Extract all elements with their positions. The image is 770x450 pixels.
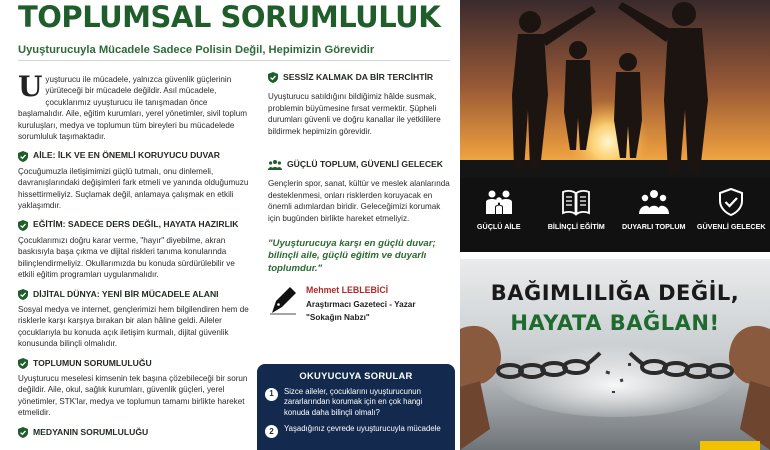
section-heading-guclu-toplum: GÜÇLÜ TOPLUM, GÜVENLİ GELECEK (268, 159, 453, 170)
poster-title-line2: HAYATA BAĞLAN! (510, 311, 720, 335)
value-label: BİLİNÇLİ EĞİTİM (547, 222, 605, 231)
author-block (268, 285, 453, 323)
value-item (619, 188, 689, 231)
community-icon (639, 188, 669, 216)
value-item (541, 188, 611, 231)
section-text-dijital: Sosyal medya ve internet, gençlerimizi hem bilgilendiren hem de risklerle karşı karşıya bırakan bir alan hâline geldi. Aileler çocuklarıyla bu konuda açık iletişim kurmalı, dijital güvenlik konusunda bilinçli olmalıdır. (18, 304, 249, 349)
section-heading-toplum: TOPLUMUN SORUMLULUĞU (18, 358, 250, 369)
intro-paragraph (18, 70, 250, 142)
section-text-sessiz: Uyuşturucu satıldığını bildiğimiz hâlde susmak, problemin büyümesine fırsat vermektir. Şüpheli durumları güvenli ve doğru kanallar ile yetkililere bildirmek hepimizin görevidir. (268, 92, 441, 136)
shield-check-icon (18, 220, 28, 231)
header-divider (18, 60, 450, 61)
section-text-aile: Çocuğumuzla iletişimimizi güçlü tutmalı, onu dinlemeli, davranışlarındaki değişimleri fark etmeli ve yanında olduğumuzu hissettirmeliyiz. Suçlamak değil, anlamaya çalışmak en etkili yaklaşımdır. (18, 166, 249, 211)
page-title: TOPLUMSAL SORUMLULUK (18, 0, 441, 34)
shield-check-icon (268, 72, 278, 83)
question-text: Sizce aileler, çocuklarını uyuşturucunun zararlarından korumak için en çok hangi konuda daha bilinçli olmalı? (284, 387, 423, 417)
breaking-chains-poster (460, 259, 770, 450)
shield-check-icon (18, 427, 28, 438)
question-number: 1 (265, 388, 278, 401)
drop-cap: U (18, 70, 43, 103)
section-heading-medya: MEDYANIN SORUMLULUĞU (18, 427, 250, 438)
question-item (265, 387, 447, 418)
pull-quote: "Uyuşturucuya karşı en güçlü duvar; bilinçli aile, güçlü eğitim ve duyarlı toplumdur." (268, 238, 436, 274)
author-role: Araştırmacı Gazeteci - Yazar (306, 299, 416, 309)
shield-check-icon (18, 151, 28, 162)
section-text-toplum: Uyuşturucu meselesi kimsenin tek başına çözebileceği bir sorun değildir. Aile, okul, sağlık kurumları, güvenlik güçleri, yerel yönetimler, STK'lar, medya ve toplumun tamamı birlikte hareket etmelidir. (18, 373, 248, 418)
author-name: Mehmet LEBLEBİCİ (306, 285, 389, 296)
section-text-guclu-toplum: Gençlerin spor, sanat, kültür ve meslek alanlarında desteklenmesi, onları risklerden koruyacak en önemli adımlardan biridir. Geleceğimizi korumak için bugünden birlikte hareket etmeliyiz. (268, 179, 450, 223)
value-label: GÜÇLÜ AİLE (476, 222, 521, 231)
value-item (696, 188, 766, 231)
community-icon (268, 159, 282, 170)
section-heading-sessiz: SESSİZ KALMAK DA BİR TERCİHTİR (268, 72, 453, 83)
author-column: "Sokağın Nabzı" (306, 313, 370, 323)
reader-questions-box (257, 364, 455, 450)
fountain-pen-icon (268, 285, 298, 315)
value-item (464, 188, 534, 231)
family-icon (484, 188, 514, 216)
value-label: DUYARLI TOPLUM (622, 222, 686, 231)
shield-check-icon (716, 188, 746, 216)
page-subtitle: Uyuşturucuyla Mücadele Sadece Polisin Değil, Hepimizin Görevidir (18, 44, 375, 56)
values-icon-row (460, 178, 770, 252)
question-text: Yaşadığınız çevrede uyuşturucuyla mücadele (284, 424, 441, 434)
middle-column (268, 70, 453, 324)
value-label: GÜVENLİ GELECEK (696, 222, 766, 231)
shield-check-icon (18, 289, 28, 300)
intro-text: yuşturucu ile mücadele, yalnızca güvenlik güçlerinin yürüteceği bir mücadele değildir. Asıl mücadele, çocuklarımız uyuşturucu ile tanışmadan önce başlamalıdır. Aile, eğitim kurumları, yerel yönetimler, sivil toplum kuruluşları, medya ve toplumun tüm bireyleri bu mücadelede sorumluluk taşımaktadır. (18, 75, 247, 142)
section-heading-aile: AİLE: İLK VE EN ÖNEMLİ KORUYUCU DUVAR (18, 150, 250, 161)
left-column (18, 70, 250, 442)
reader-questions-title: OKUYUCUYA SORULAR (299, 370, 413, 381)
poster-title-line1: BAĞIMLILIĞA DEĞİL, (490, 281, 740, 305)
question-item (265, 424, 447, 438)
section-heading-egitim: EĞİTİM: SADECE DERS DEĞİL, HAYATA HAZIRLIK (18, 219, 250, 230)
section-text-egitim: Çocuklarımızı doğru karar verme, "hayır" diyebilme, akran baskısıyla başa çıkma ve dijital riskleri tanıma konularında bilinçlendirmeliyiz. Okullarımızda bu konuda sürdürülebilir ve etkili eğitim programları uygulanmalıdır. (18, 235, 235, 280)
question-number: 2 (265, 425, 278, 438)
shield-check-icon (18, 358, 28, 369)
section-heading-dijital: DİJİTAL DÜNYA: YENİ BİR MÜCADELE ALANI (18, 289, 250, 300)
book-icon (561, 188, 591, 216)
